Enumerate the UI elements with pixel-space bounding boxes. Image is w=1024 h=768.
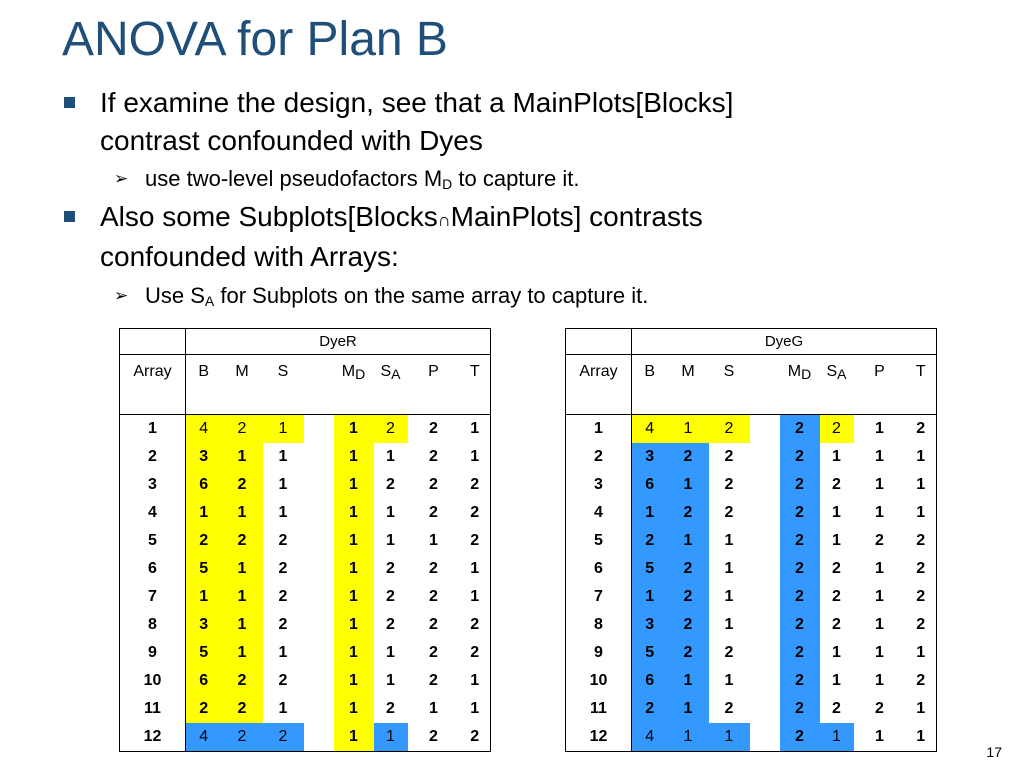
cell-array: 1 (566, 415, 632, 444)
cell-t: 2 (916, 616, 926, 633)
cell-sa: 2 (832, 588, 841, 605)
cell-p: 2 (875, 700, 884, 717)
cell-array: 5 (566, 527, 632, 555)
table-row (120, 723, 491, 752)
cell-sa: 1 (832, 504, 841, 521)
array-header-blank (120, 329, 186, 355)
cell-m: 1 (222, 443, 263, 471)
cell-gap (304, 723, 334, 752)
cell-m: 2 (668, 611, 709, 639)
cell-s: 2 (724, 476, 734, 493)
cell-gap (304, 499, 334, 527)
cell-t: 2 (916, 560, 926, 577)
cell-gap (750, 415, 780, 444)
cell-b: 1 (186, 499, 222, 527)
cell-array: 8 (566, 611, 632, 639)
cell-md: 1 (334, 667, 374, 695)
cell-t: 2 (916, 420, 926, 437)
cell-p: 1 (875, 616, 884, 633)
cell-p: 1 (875, 588, 884, 605)
cell-t: 1 (470, 588, 480, 605)
cell-m: 1 (668, 527, 709, 555)
col-header-gap (304, 355, 334, 415)
cell-m: 2 (668, 583, 709, 611)
cell-t: 2 (916, 672, 926, 689)
cell-md: 1 (334, 555, 374, 583)
cell-m: 2 (668, 443, 709, 471)
cell-b: 3 (186, 611, 222, 639)
table-row (120, 443, 491, 471)
cell-gap (304, 555, 334, 583)
cell-m: 1 (668, 471, 709, 499)
col-header-m: M (222, 355, 263, 415)
cell-t: 2 (470, 728, 480, 745)
table-row (120, 611, 491, 639)
cell-t: 2 (470, 476, 480, 493)
cell-gap (304, 443, 334, 471)
cell-p: 2 (429, 616, 438, 633)
cell-m: 2 (668, 639, 709, 667)
cell-array: 10 (566, 667, 632, 695)
cell-gap (750, 667, 780, 695)
cell-m: 1 (222, 499, 263, 527)
col-header-sa: $S_A$ (820, 355, 854, 415)
cell-s: 2 (709, 415, 750, 444)
cell-md: 1 (334, 527, 374, 555)
cell-s: 1 (724, 560, 734, 577)
cell-m: 2 (222, 527, 263, 555)
arrow-bullet-icon: ➢ (114, 169, 129, 188)
cell-s: 2 (724, 504, 734, 521)
table-row (120, 583, 491, 611)
cell-b: 1 (632, 499, 668, 527)
cell-b: 1 (632, 583, 668, 611)
cell-array: 10 (120, 667, 186, 695)
cell-md: 2 (780, 499, 820, 527)
table-row (120, 667, 491, 695)
dye-title: DyeG (632, 329, 937, 355)
cell-b: 4 (632, 415, 668, 444)
cell-m: 1 (668, 667, 709, 695)
cell-sa: 2 (832, 560, 841, 577)
col-header-t: T (460, 355, 491, 415)
cell-array: 9 (566, 639, 632, 667)
cell-sa: 1 (386, 448, 395, 465)
table-row (120, 527, 491, 555)
cell-md: 1 (334, 471, 374, 499)
table-row (566, 471, 937, 499)
col-header-s: S (263, 355, 304, 415)
cell-gap (750, 443, 780, 471)
cell-s: 2 (724, 644, 734, 661)
cell-p: 2 (429, 504, 438, 521)
cell-t: 1 (470, 560, 480, 577)
cell-md: 1 (334, 499, 374, 527)
col-header-m: M (668, 355, 709, 415)
cell-gap (750, 555, 780, 583)
cell-md: 2 (780, 415, 820, 444)
cell-sa: 1 (832, 532, 841, 549)
table-row (566, 555, 937, 583)
cell-t: 2 (470, 616, 480, 633)
cell-p: 1 (875, 560, 884, 577)
cell-array: 11 (120, 695, 186, 723)
table-row (566, 695, 937, 723)
table-row (120, 555, 491, 583)
col-header-t: T (906, 355, 937, 415)
cell-t: 1 (470, 672, 480, 689)
cell-s: 1 (724, 532, 734, 549)
square-bullet-icon (64, 97, 75, 108)
cell-s: 1 (278, 700, 288, 717)
cell-s: 2 (278, 532, 288, 549)
cell-b: 6 (186, 471, 222, 499)
col-header-p: P (854, 355, 906, 415)
cell-p: 2 (429, 728, 438, 745)
cell-s: 2 (278, 616, 288, 633)
cell-b: 3 (632, 611, 668, 639)
table-row (566, 611, 937, 639)
cell-sa: 2 (832, 616, 841, 633)
cell-s: 2 (263, 723, 304, 752)
col-header-md: $M_D$ (334, 355, 374, 415)
bullet-2-line2: confounded with Arrays: (100, 241, 399, 272)
table-row (566, 583, 937, 611)
cell-b: 3 (186, 443, 222, 471)
cell-m: 1 (222, 639, 263, 667)
table-row (120, 639, 491, 667)
cell-array: 5 (120, 527, 186, 555)
cell-sa: 1 (820, 723, 854, 752)
sub-bullet-2-text: Use $S_A$ for Subplots on the same array to capture it. (145, 283, 649, 309)
cell-t: 2 (470, 504, 480, 521)
cell-m: 1 (222, 583, 263, 611)
cell-sa: 1 (832, 448, 841, 465)
cell-array: 3 (120, 471, 186, 499)
cell-m: 2 (222, 695, 263, 723)
cell-s: 1 (724, 672, 734, 689)
cell-md: 1 (334, 443, 374, 471)
cell-array: 6 (566, 555, 632, 583)
square-bullet-icon (64, 211, 75, 222)
slide-title: ANOVA for Plan B (62, 13, 448, 66)
cell-s: 2 (278, 672, 288, 689)
cell-s: 2 (278, 588, 288, 605)
cell-s: 2 (724, 448, 734, 465)
table-row (566, 499, 937, 527)
sub-bullet-1-text: use two-level pseudofactors $M_D$ to capture it. (145, 166, 580, 192)
arrow-bullet-icon: ➢ (114, 286, 129, 305)
cell-array: 11 (566, 695, 632, 723)
col-header-b: B (186, 355, 222, 415)
cell-sa: 1 (386, 672, 395, 689)
cell-md: 1 (334, 695, 374, 723)
cell-t: 1 (470, 448, 480, 465)
cell-sa: 2 (832, 700, 841, 717)
cell-sa: 2 (386, 616, 395, 633)
cell-b: 5 (186, 555, 222, 583)
cell-s: 1 (724, 616, 734, 633)
cell-p: 1 (875, 672, 884, 689)
cell-md: 1 (334, 639, 374, 667)
cell-m: 2 (668, 555, 709, 583)
cell-s: 1 (278, 476, 288, 493)
cell-sa: 1 (374, 723, 408, 752)
cell-md: 1 (334, 583, 374, 611)
col-header-s: S (709, 355, 750, 415)
cell-t: 1 (916, 644, 926, 661)
cell-gap (304, 639, 334, 667)
table-row (120, 499, 491, 527)
cell-array: 7 (566, 583, 632, 611)
cell-t: 2 (916, 588, 926, 605)
dyer-table (119, 328, 491, 752)
cell-sa: 2 (386, 560, 395, 577)
cell-b: 2 (186, 695, 222, 723)
cell-p: 1 (429, 532, 438, 549)
cell-sa: 1 (832, 672, 841, 689)
cell-s: 1 (278, 504, 288, 521)
table-row (566, 667, 937, 695)
bullet-1-line2: contrast confounded with Dyes (100, 125, 483, 156)
cell-s: 1 (278, 448, 288, 465)
cell-gap (750, 723, 780, 752)
cell-s: 2 (278, 560, 288, 577)
cell-p: 1 (875, 420, 884, 437)
cell-array: 6 (120, 555, 186, 583)
cell-gap (304, 611, 334, 639)
cell-array: 7 (120, 583, 186, 611)
cell-m: 1 (222, 611, 263, 639)
cell-gap (304, 667, 334, 695)
table-row (566, 527, 937, 555)
cell-gap (304, 695, 334, 723)
cell-gap (750, 583, 780, 611)
cell-p: 2 (429, 588, 438, 605)
cell-b: 2 (186, 527, 222, 555)
cell-p: 1 (875, 448, 884, 465)
col-header-md: $M_D$ (780, 355, 820, 415)
col-header-sa: $S_A$ (374, 355, 408, 415)
cell-array: 2 (120, 443, 186, 471)
cell-sa: 1 (386, 644, 395, 661)
page-number: 17 (986, 744, 1002, 760)
cell-sa: 1 (386, 504, 395, 521)
cell-b: 4 (186, 415, 222, 444)
cell-p: 1 (875, 476, 884, 493)
cell-p: 1 (875, 504, 884, 521)
cell-b: 4 (632, 723, 668, 752)
cell-t: 2 (470, 532, 480, 549)
cell-md: 2 (780, 555, 820, 583)
cell-t: 1 (916, 448, 926, 465)
cell-p: 2 (875, 532, 884, 549)
cell-m: 2 (222, 415, 263, 444)
table-row (566, 443, 937, 471)
cell-md: 1 (334, 415, 374, 444)
cell-b: 3 (632, 443, 668, 471)
cell-gap (304, 583, 334, 611)
cell-sa: 2 (386, 476, 395, 493)
col-header-b: B (632, 355, 668, 415)
col-header-array: Array (566, 355, 632, 415)
cell-array: 3 (566, 471, 632, 499)
cell-s: 2 (724, 700, 734, 717)
cell-p: 2 (429, 420, 438, 437)
cell-array: 9 (120, 639, 186, 667)
bullet-1-line1: If examine the design, see that a MainPlots[Blocks] (100, 87, 734, 118)
cell-b: 6 (186, 667, 222, 695)
cell-array: 12 (566, 723, 632, 752)
cell-b: 1 (186, 583, 222, 611)
cell-b: 5 (632, 555, 668, 583)
table-row (566, 723, 937, 752)
cell-m: 1 (668, 723, 709, 752)
cell-t: 1 (916, 728, 926, 745)
cell-md: 2 (780, 527, 820, 555)
cell-m: 2 (222, 471, 263, 499)
cell-sa: 1 (832, 644, 841, 661)
cell-p: 2 (429, 448, 438, 465)
cell-t: 1 (470, 420, 480, 437)
cell-array: 4 (566, 499, 632, 527)
cell-p: 1 (875, 728, 884, 745)
cell-sa: 2 (820, 415, 854, 444)
cell-t: 1 (470, 700, 480, 717)
cell-array: 1 (120, 415, 186, 444)
cell-gap (304, 415, 334, 444)
cell-p: 1 (875, 644, 884, 661)
cell-sa: 2 (832, 476, 841, 493)
cell-sa: 2 (374, 415, 408, 444)
cell-t: 1 (916, 700, 926, 717)
cell-m: 1 (668, 415, 709, 444)
cell-b: 2 (632, 527, 668, 555)
table-row (120, 415, 491, 444)
cell-t: 2 (470, 644, 480, 661)
cell-sa: 2 (386, 700, 395, 717)
cell-md: 2 (780, 583, 820, 611)
cell-p: 1 (429, 700, 438, 717)
cell-md: 2 (780, 695, 820, 723)
cell-md: 2 (780, 723, 820, 752)
cell-s: 1 (278, 644, 288, 661)
cell-gap (304, 527, 334, 555)
cell-b: 5 (632, 639, 668, 667)
cell-m: 1 (222, 555, 263, 583)
table-row (566, 639, 937, 667)
cell-t: 1 (916, 476, 926, 493)
cell-array: 12 (120, 723, 186, 752)
cell-md: 2 (780, 471, 820, 499)
cell-array: 2 (566, 443, 632, 471)
cell-p: 2 (429, 644, 438, 661)
cell-gap (750, 527, 780, 555)
cell-b: 5 (186, 639, 222, 667)
dyeg-table (565, 328, 937, 752)
cell-s: 1 (724, 588, 734, 605)
dye-title: DyeR (186, 329, 491, 355)
cell-md: 1 (334, 611, 374, 639)
col-header-p: P (408, 355, 460, 415)
cell-p: 2 (429, 476, 438, 493)
cell-md: 2 (780, 667, 820, 695)
col-header-gap (750, 355, 780, 415)
cell-md: 1 (334, 723, 374, 752)
cell-sa: 2 (386, 588, 395, 605)
cell-m: 2 (668, 499, 709, 527)
cell-p: 2 (429, 560, 438, 577)
cell-b: 6 (632, 471, 668, 499)
cell-md: 2 (780, 611, 820, 639)
bullet-2-line1: Also some Subplots[Blocks∩MainPlots] contrasts (100, 201, 703, 232)
cell-gap (750, 499, 780, 527)
cell-array: 8 (120, 611, 186, 639)
cell-array: 4 (120, 499, 186, 527)
cell-sa: 1 (386, 532, 395, 549)
cell-md: 2 (780, 639, 820, 667)
cell-gap (750, 695, 780, 723)
cell-gap (750, 611, 780, 639)
cell-md: 2 (780, 443, 820, 471)
cell-gap (750, 639, 780, 667)
cell-b: 4 (186, 723, 222, 752)
cell-t: 1 (916, 504, 926, 521)
col-header-array: Array (120, 355, 186, 415)
array-header-blank (566, 329, 632, 355)
cell-gap (750, 471, 780, 499)
table-row (120, 471, 491, 499)
cell-s: 1 (263, 415, 304, 444)
table-row (566, 415, 937, 444)
table-row (120, 695, 491, 723)
cell-p: 2 (429, 672, 438, 689)
cell-m: 1 (668, 695, 709, 723)
cell-gap (304, 471, 334, 499)
cell-b: 6 (632, 667, 668, 695)
cell-s: 1 (709, 723, 750, 752)
cell-m: 2 (222, 723, 263, 752)
cell-m: 2 (222, 667, 263, 695)
cell-b: 2 (632, 695, 668, 723)
cell-t: 2 (916, 532, 926, 549)
